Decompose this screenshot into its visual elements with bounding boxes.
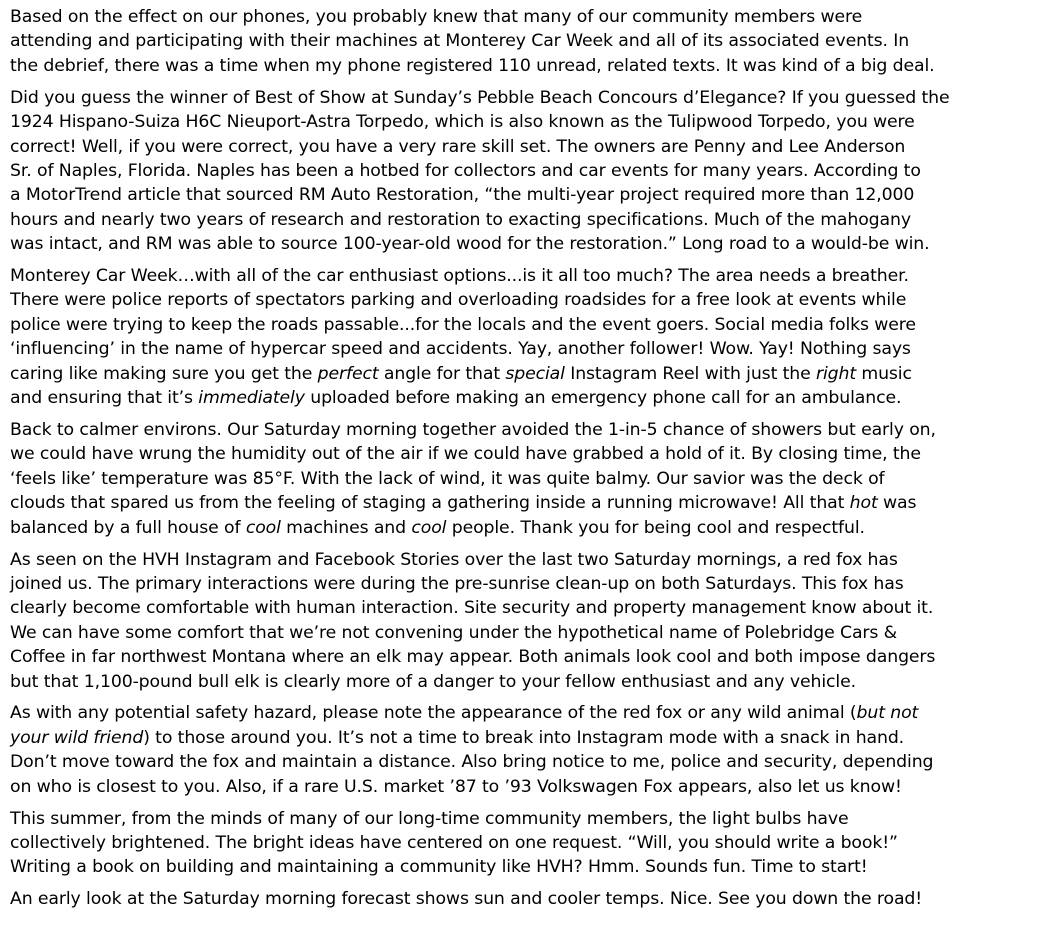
text-run: police were trying to keep the roads passable...for the locals and the event goers. Social media folks were <box>10 314 916 335</box>
text-run: attending and participating with their machines at Monterey Car Week and all of its associated events. In <box>10 31 910 52</box>
text-line <box>10 726 1042 750</box>
text-run: We can have some comfort that we’re not convening under the hypothetical name of Polebridge Cars & <box>10 622 898 643</box>
text-run: a MotorTrend article that sourced RM Auto Restoration, “the multi-year project required more than 12,000 <box>10 185 915 206</box>
text-line <box>10 288 1042 312</box>
text-line <box>10 887 1042 911</box>
text-line <box>10 86 1042 110</box>
text-run: collectively brightened. The bright ideas have centered on one request. “Will, you should write a book!” <box>10 833 898 853</box>
text-run: angle for that <box>378 363 506 384</box>
text-run: Writing a book on building and maintaining a community like HVH? Hmm. Sounds fun. Time to start! <box>10 857 868 878</box>
text-run: ‘influencing’ in the name of hypercar speed and accidents. Yay, another follower! Wow. Yay! Nothing says <box>10 339 911 360</box>
italic-text: immediately <box>198 388 305 409</box>
text-run: was <box>877 493 917 514</box>
text-line <box>10 183 1042 207</box>
italic-text: hot <box>849 493 878 514</box>
text-line <box>10 670 1042 694</box>
text-line <box>10 621 1042 645</box>
text-run: clearly become comfortable with human interaction. Site security and property management know about it. <box>10 598 934 619</box>
text-run: the debrief, there was a time when my phone registered 110 unread, related texts. It was kind of a big deal. <box>10 55 935 76</box>
text-line <box>10 110 1042 134</box>
text-run: people. Thank you for being cool and respectful. <box>446 517 865 538</box>
text-run: Instagram Reel with just the <box>564 363 816 384</box>
paragraph-3 <box>10 264 1042 410</box>
paragraph-5 <box>10 548 1042 694</box>
text-run: As seen on the HVH Instagram and Facebook Stories over the last two Saturday mornings, a red fox has <box>10 549 898 570</box>
text-line <box>10 135 1042 159</box>
text-run: Sr. of Naples, Florida. Naples has been a hotbed for collectors and car events for many years. According to <box>10 160 921 181</box>
paragraph-7 <box>10 807 1042 880</box>
text-run: caring like making sure you get the <box>10 363 318 384</box>
text-line <box>10 362 1042 386</box>
text-line <box>10 264 1042 288</box>
text-line <box>10 337 1042 361</box>
text-run: Coffee in far northwest Montana where an elk may appear. Both animals look cool and both impose dangers <box>10 647 936 668</box>
paragraph-1 <box>10 5 1042 78</box>
text-line <box>10 29 1042 53</box>
text-line <box>10 516 1042 540</box>
text-run: Back to calmer environs. Our Saturday morning together avoided the 1-in-5 chance of showers but early on, <box>10 420 936 440</box>
text-run: Did you guess the winner of Best of Show at Sunday’s Pebble Beach Concours d’Elegance? If you guessed the <box>10 87 950 108</box>
text-run: balanced by a full house of <box>10 517 246 538</box>
italic-text: special <box>505 363 565 384</box>
text-line <box>10 442 1042 466</box>
text-line <box>10 855 1042 879</box>
text-line <box>10 750 1042 774</box>
text-line <box>10 313 1042 337</box>
italic-text: but not <box>856 703 919 724</box>
text-run: Based on the effect on our phones, you probably knew that many of our community members were <box>10 7 863 27</box>
text-run: joined us. The primary interactions were during the pre-sunrise clean-up on both Saturdays. This fox has <box>10 573 904 594</box>
text-run: machines and <box>280 517 412 538</box>
text-run: uploaded before making an emergency phone call for an ambulance. <box>304 388 902 409</box>
text-run: There were police reports of spectators parking and overloading roadsides for a free look at events while <box>10 290 907 311</box>
text-line <box>10 54 1042 78</box>
text-line <box>10 208 1042 232</box>
paragraph-6 <box>10 701 1042 799</box>
italic-text: perfect <box>317 363 379 384</box>
text-line <box>10 596 1042 620</box>
text-run: As with any potential safety hazard, please note the appearance of the red fox or any wild animal ( <box>10 703 857 724</box>
text-run: ) to those around you. It’s not a time to break into Instagram mode with a snack in hand. <box>143 727 905 748</box>
text-run: we could have wrung the humidity out of the air if we could have grabbed a hold of it. By closing time, the <box>10 444 921 465</box>
text-line <box>10 831 1042 855</box>
italic-text: your wild friend <box>10 727 144 748</box>
text-run: This summer, from the minds of many of our long-time community members, the light bulbs have <box>10 808 849 829</box>
text-run: 1924 Hispano-Suiza H6C Nieuport-Astra Torpedo, which is also known as the Tulipwood Torpedo, you were <box>10 112 915 133</box>
text-line <box>10 491 1042 515</box>
text-run: correct! Well, if you were correct, you have a very rare skill set. The owners are Penny and Lee Anderson <box>10 136 906 157</box>
italic-text: cool <box>245 517 281 538</box>
italic-text: cool <box>411 517 447 538</box>
text-line <box>10 775 1042 799</box>
text-line <box>10 418 1042 442</box>
text-run: was intact, and RM was able to source 100-year-old wood for the restoration.” Long road to a would-be win. <box>10 234 930 255</box>
text-run: ‘feels like’ temperature was 85°F. With the lack of wind, it was quite balmy. Our savior was the deck of <box>10 468 885 489</box>
text-line <box>10 159 1042 183</box>
italic-text: right <box>815 363 856 384</box>
text-run: Monterey Car Week…with all of the car enthusiast options...is it all too much? The area needs a breather. <box>10 266 909 287</box>
text-run: clouds that spared us from the feeling of staging a gathering inside a running microwave! All that <box>10 493 850 514</box>
text-line <box>10 467 1042 491</box>
text-run: and ensuring that it’s <box>10 388 199 409</box>
text-line <box>10 232 1042 256</box>
text-run: music <box>856 363 912 384</box>
text-run: hours and nearly two years of research and restoration to exacting specifications. Much of the mahogany <box>10 209 911 230</box>
text-line <box>10 701 1042 725</box>
text-line <box>10 5 1042 29</box>
paragraph-2 <box>10 86 1042 257</box>
text-run: on who is closest to you. Also, if a rare U.S. market ’87 to ’93 Volkswagen Fox appears, also let us know! <box>10 776 902 797</box>
text-line <box>10 645 1042 669</box>
text-run: Don’t move toward the fox and maintain a distance. Also bring notice to me, police and security, depending <box>10 752 934 773</box>
paragraph-4 <box>10 418 1042 540</box>
text-line <box>10 548 1042 572</box>
text-run: An early look at the Saturday morning forecast shows sun and cooler temps. Nice. See you down the road! <box>10 889 923 910</box>
paragraph-8 <box>10 887 1042 911</box>
text-line <box>10 386 1042 410</box>
text-line <box>10 572 1042 596</box>
text-line <box>10 807 1042 831</box>
text-run: but that 1,100-pound bull elk is clearly more of a danger to your fellow enthusiast and any vehicle. <box>10 671 856 692</box>
